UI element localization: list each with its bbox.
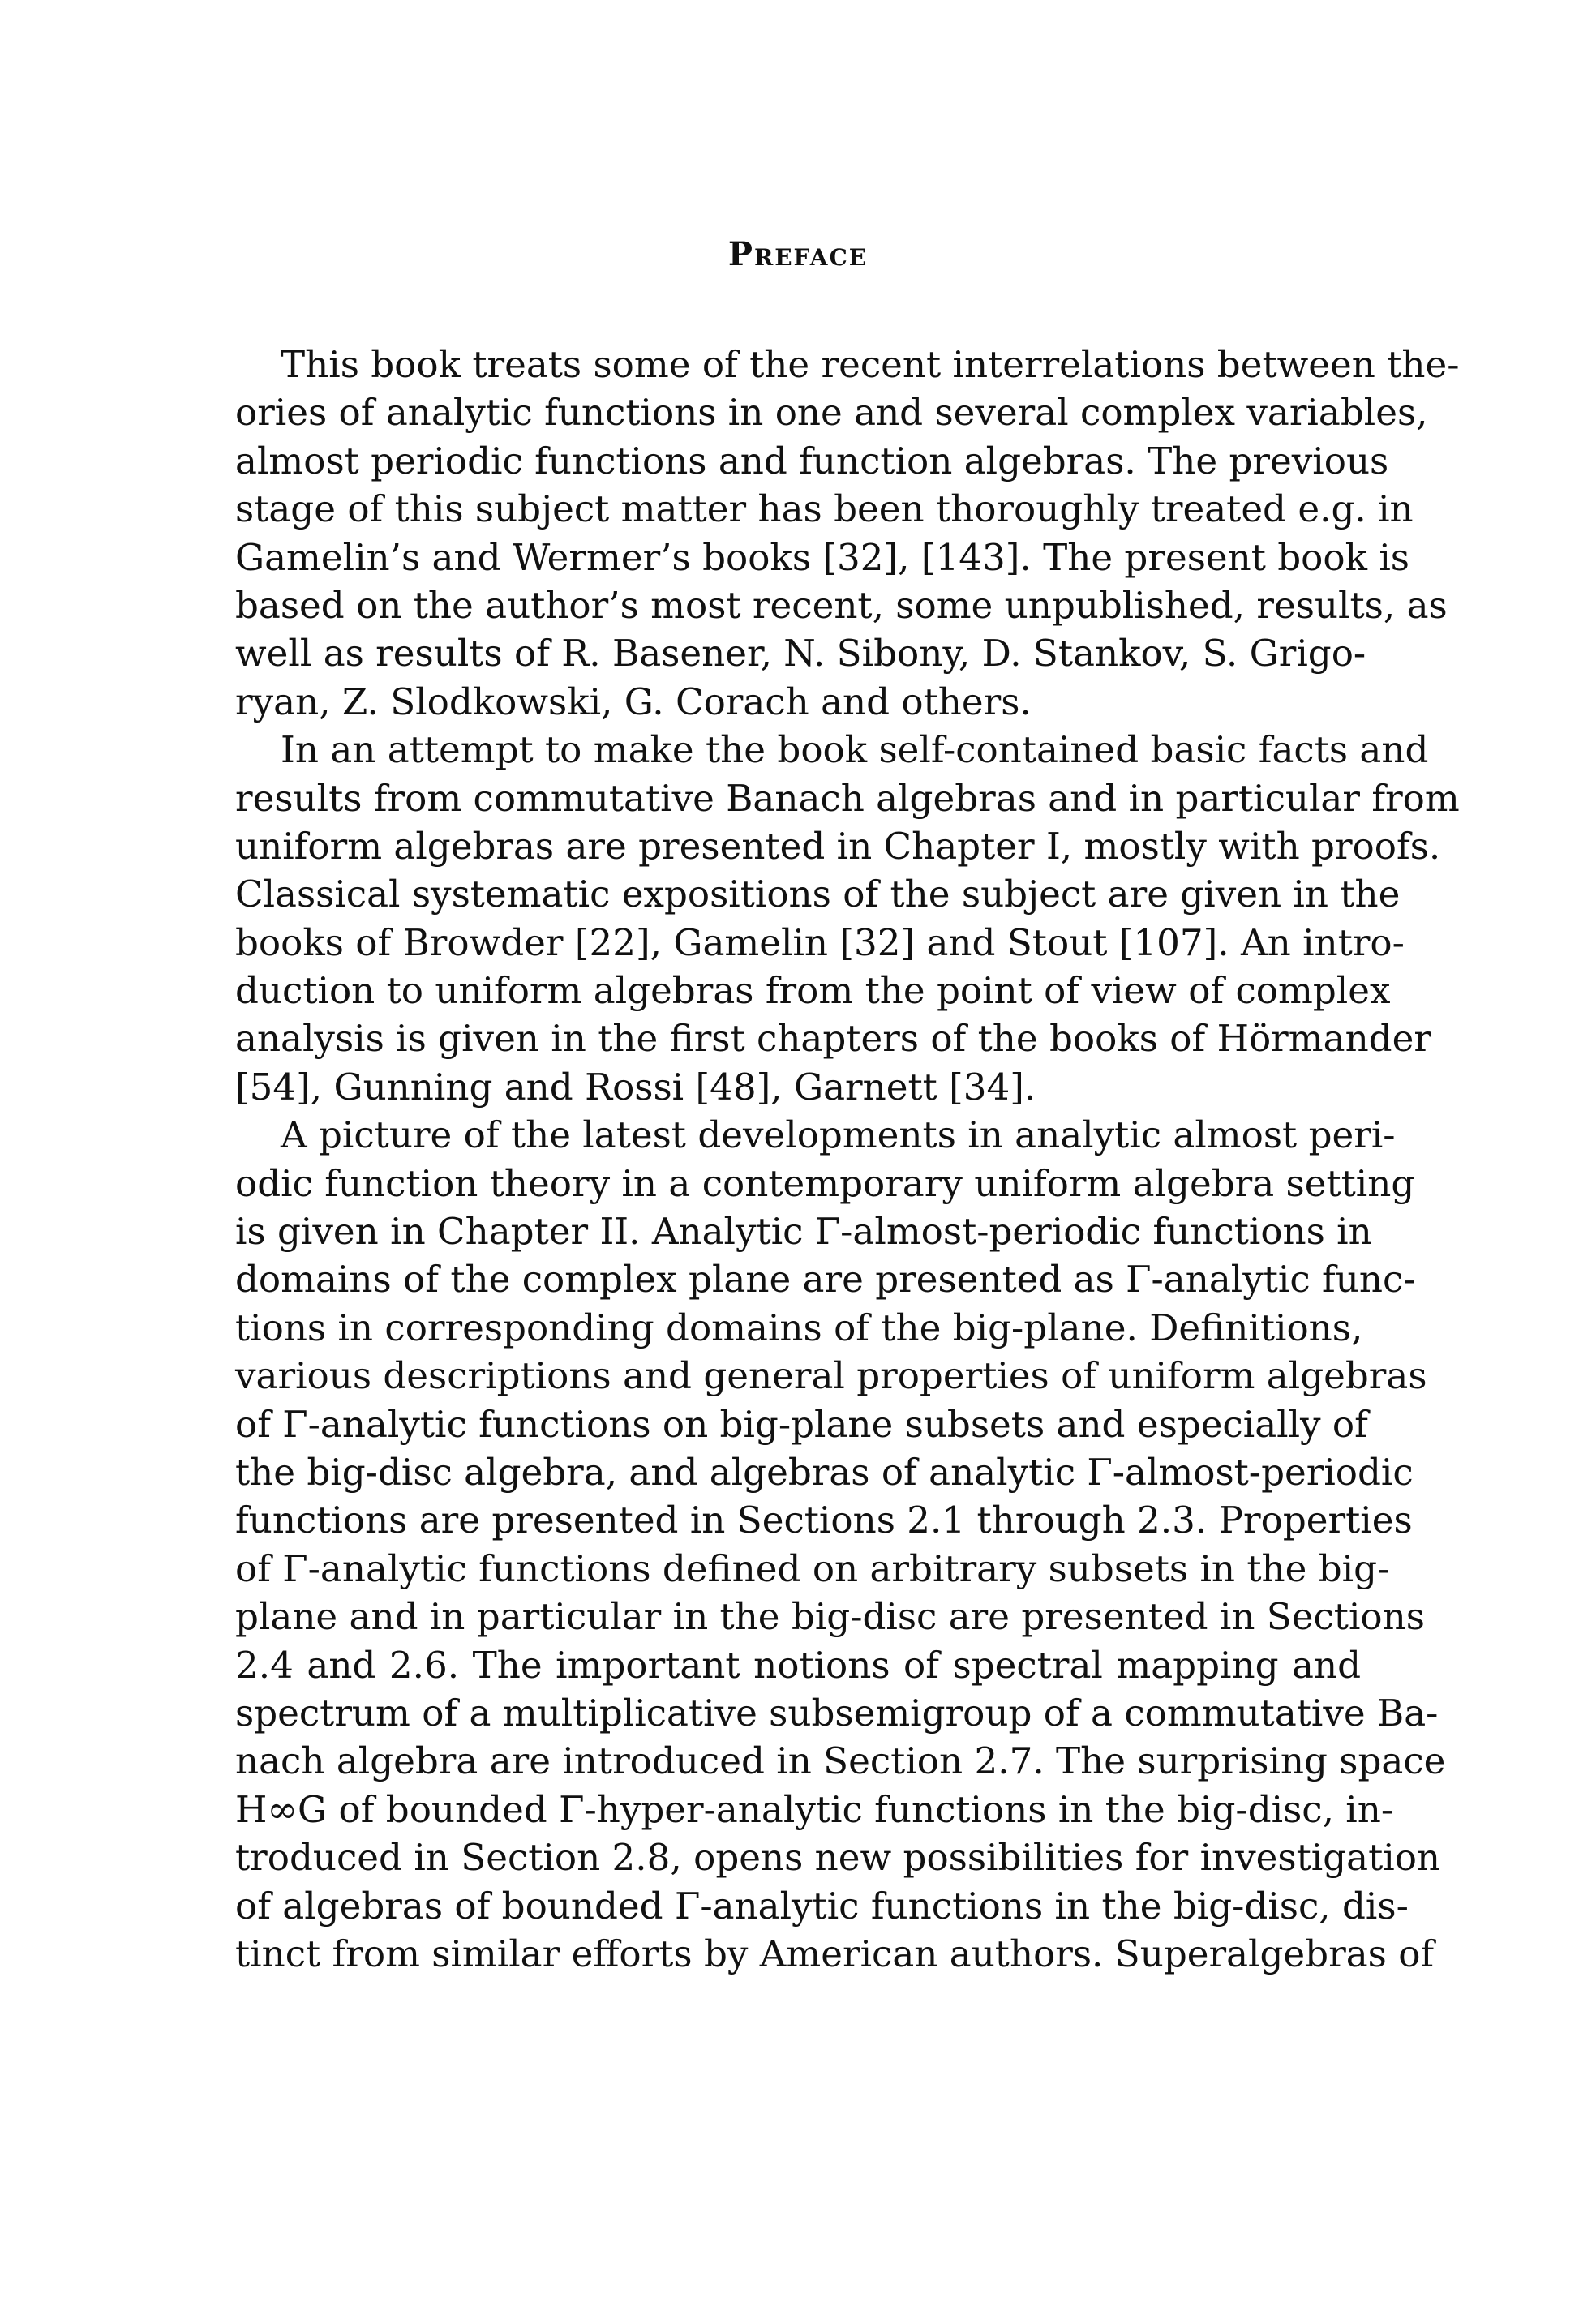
text-line: ryan, Z. Slodkowski, G. Corach and others. — [235, 680, 1032, 723]
text-line: of algebras of bounded Γ-analytic functions in the big-disc, dis- — [235, 1884, 1409, 1928]
text-line: is given in Chapter II. Analytic Γ-almost-periodic functions in — [235, 1210, 1372, 1254]
text-line: In an attempt to make the book self-contained basic facts and — [281, 728, 1429, 772]
text-line: stage of this subject matter has been thoroughly treated e.g. in — [235, 487, 1414, 531]
text-line: well as results of R. Basener, N. Sibony, D. Stankov, S. Grigo- — [235, 632, 1366, 675]
text-line: plane and in particular in the big-disc are presented in Sections — [235, 1595, 1425, 1639]
page-title: Preface — [727, 235, 869, 273]
text-line: domains of the complex plane are presented as Γ-analytic func- — [235, 1258, 1416, 1302]
text-line: of Γ-analytic functions on big-plane subsets and especially of — [235, 1402, 1368, 1446]
text-line: duction to uniform algebras from the point of view of complex — [235, 969, 1391, 1013]
text-line: uniform algebras are presented in Chapter I, mostly with proofs. — [235, 824, 1441, 868]
text-line: A picture of the latest developments in analytic almost peri- — [281, 1113, 1396, 1157]
text-line: almost periodic functions and function algebras. The previous — [235, 439, 1389, 482]
text-line: spectrum of a multiplicative subsemigroup of a commutative Ba- — [235, 1691, 1439, 1735]
text-line: based on the author’s most recent, some unpublished, results, as — [235, 583, 1448, 627]
text-line: Gamelin’s and Wermer’s books [32], [143]. The present book is — [235, 535, 1409, 579]
text-line: ories of analytic functions in one and several complex variables, — [235, 391, 1428, 435]
text-line: [54], Gunning and Rossi [48], Garnett [34]. — [235, 1065, 1036, 1109]
preface-body — [235, 341, 1460, 1978]
text-line: various descriptions and general properties of uniform algebras — [235, 1354, 1427, 1398]
text-line: odic function theory in a contemporary uniform algebra setting — [235, 1161, 1415, 1205]
text-line: 2.4 and 2.6. The important notions of spectral mapping and — [235, 1643, 1361, 1687]
text-line: This book treats some of the recent interrelations between the- — [281, 343, 1460, 386]
text-line: Classical systematic expositions of the subject are given in the — [235, 873, 1401, 916]
text-line: analysis is given in the first chapters of the books of Hörmander — [235, 1017, 1431, 1061]
text-line: tinct from similar efforts by American authors. Superalgebras of — [235, 1932, 1435, 1975]
text-line: functions are presented in Sections 2.1 through 2.3. Properties — [235, 1499, 1413, 1542]
text-line: of Γ-analytic functions defined on arbitrary subsets in the big- — [235, 1546, 1390, 1590]
text-line: H∞G of bounded Γ-hyper-analytic functions in the big-disc, in- — [235, 1787, 1394, 1831]
text-line: books of Browder [22], Gamelin [32] and Stout [107]. An intro- — [235, 920, 1405, 964]
text-line: results from commutative Banach algebras and in particular from — [235, 776, 1460, 820]
text-line: nach algebra are introduced in Section 2.7. The surprising space — [235, 1739, 1446, 1783]
text-line: the big-disc algebra, and algebras of analytic Γ-almost-periodic — [235, 1450, 1414, 1494]
text-line: troduced in Section 2.8, opens new possibilities for investigation — [235, 1836, 1441, 1880]
text-line: tions in corresponding domains of the big-plane. Definitions, — [235, 1306, 1363, 1349]
